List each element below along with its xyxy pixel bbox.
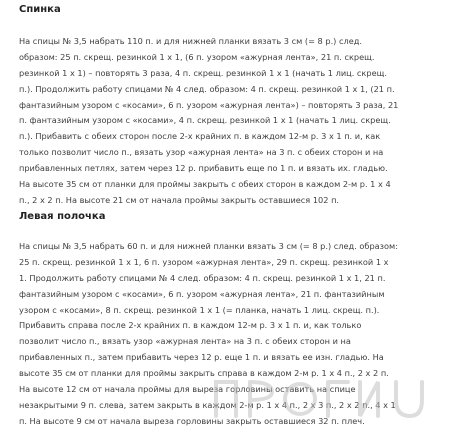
text-line: позволит число п., вязать узор «ажурная лента» на 3 п. с обеих сторон и на — [19, 336, 351, 347]
text-line: п. фантазийным узором с «косами», 4 п. скрещ. резинкой 1 х 1 (начать 1 лиц. скрещ. — [19, 115, 391, 126]
section-heading-left-front: Левая полочка — [19, 211, 106, 222]
text-line: незакрытыми 9 п. слева, затем закрыть в каждом 2-м р. 1 х 4 п., 2 х 3 п., 2 х 2 п., 4 х 1 — [19, 399, 396, 410]
text-line: На высоте 12 см от начала проймы для выреза горловины оставить на спице — [19, 384, 356, 395]
section-heading-back: Спинка — [19, 4, 61, 15]
text-line: п.). Продолжить работу спицами № 4 след. образом: 4 п. скрещ. резинкой 1 х 1, (21 п. — [19, 83, 395, 94]
text-line: п.). Прибавить с обеих сторон после 2-х крайних п. в каждом 12-м р. 3 х 1 п. и, как — [19, 131, 381, 142]
text-line: 25 п. скрещ. резинкой 1 х 1, 6 п. узором «ажурная лента», 29 п. скрещ. резинкой 1 х — [19, 256, 389, 267]
text-line: образом: 25 п. скрещ. резинкой 1 х 1, (6 п. узором «ажурная лента», 21 п. скрещ. — [19, 51, 375, 62]
text-line: фантазийным узором с «косами», 6 п. узором «ажурная лента») – повторять 3 раза, 21 — [19, 99, 399, 110]
text-line: узором с «косами», 8 п. скрещ. резинкой 1 х 1 (= планка, начать 1 лиц. скрещ. п.). — [19, 304, 380, 315]
section-text-left-front — [19, 239, 398, 430]
text-line: На спицы № 3,5 набрать 60 п. и для нижней планки вязать 3 см (= 8 р.) след. образом: — [19, 241, 398, 251]
text-line: п. На высоте 9 см от начала выреза горловины закрыть оставшиеся 32 п. плеч. — [19, 415, 365, 426]
text-line: Прибавить справа после 2-х крайних п. в каждом 12-м р. 3 х 1 п. и, как только — [19, 320, 362, 331]
text-line: На высоте 35 см от планки для проймы закрыть с обеих сторон в каждом 2-м р. 1 х 4 — [19, 179, 391, 190]
text-line: 1. Продолжить работу спицами № 4 след. образом: 4 п. скрещ. резинкой 1 х 1, 21 п. — [19, 272, 386, 283]
text-line: прибавленных п., затем прибавить через 12 р. еще 1 п. и вязать ее изн. гладью. На — [19, 352, 384, 363]
text-line: резинкой 1 х 1) – повторять 3 раза, 4 п. скрещ. резинкой 1 х 1 (начать 1 лиц. скрещ. — [19, 67, 387, 78]
text-line: только позволит число п., вязать узор «ажурная лента» на 3 п. с обеих сторон и на — [19, 147, 384, 158]
text-line: На спицы № 3,5 набрать 110 п. и для нижней планки вязать 3 см (= 8 р.) след. — [19, 36, 362, 46]
text-line: фантазийным узором с «косами», 6 п. узором «ажурная лента», 21 п. фантазийным — [19, 288, 385, 299]
text-line: прибавленных петлях, затем через 12 р. прибавить еще по 1 п. и вязать их. гладью. — [19, 163, 388, 174]
section-text-back — [19, 34, 398, 209]
text-line: п., 2 х 2 п. На высоте 21 см от начала проймы закрыть оставшиеся 102 п. — [19, 194, 340, 205]
text-line: высоте 35 см от планки для проймы закрыть справа в каждом 2-м р. 1 х 4 п., 2 х 2 п. — [19, 368, 389, 379]
